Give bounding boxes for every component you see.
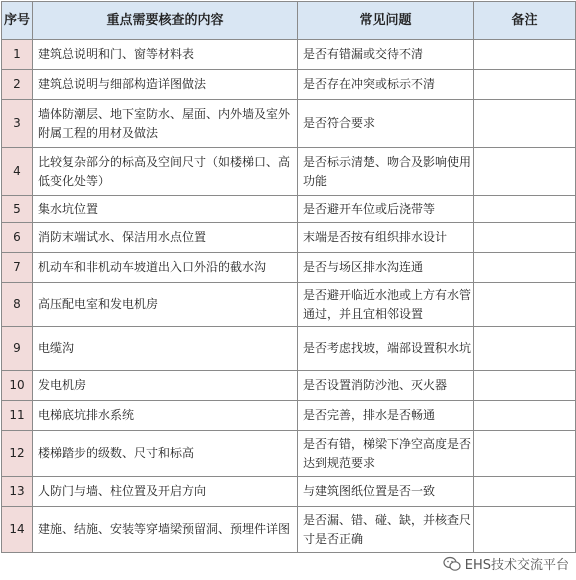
row-issue: 是否避开临近水池或上方有水管通过，并且宜相邻设置 xyxy=(298,283,474,327)
header-issue: 常见问题 xyxy=(298,2,474,40)
row-note xyxy=(474,253,576,283)
row-note xyxy=(474,100,576,148)
row-content: 电梯底坑排水系统 xyxy=(33,401,298,431)
row-note xyxy=(474,431,576,477)
table-row xyxy=(2,477,576,507)
row-issue: 是否有错漏或交待不清 xyxy=(298,40,474,70)
row-content: 建筑总说明和门、窗等材料表 xyxy=(33,40,298,70)
row-content: 机动车和非机动车坡道出入口外沿的截水沟 xyxy=(33,253,298,283)
header-content: 重点需要核查的内容 xyxy=(33,2,298,40)
table-row xyxy=(2,100,576,148)
row-note xyxy=(474,40,576,70)
row-num: 10 xyxy=(2,371,33,401)
row-note xyxy=(474,477,576,507)
table-row xyxy=(2,401,576,431)
row-num: 2 xyxy=(2,70,33,100)
row-note xyxy=(474,148,576,196)
row-num: 12 xyxy=(2,431,33,477)
row-content: 建筑总说明与细部构造详图做法 xyxy=(33,70,298,100)
row-issue: 是否有错，梯梁下净空高度是否达到规范要求 xyxy=(298,431,474,477)
row-content: 人防门与墙、柱位置及开启方向 xyxy=(33,477,298,507)
row-issue: 是否漏、错、碰、缺，并核查尺寸是否正确 xyxy=(298,507,474,553)
wechat-icon xyxy=(443,556,461,572)
row-num: 7 xyxy=(2,253,33,283)
table-row xyxy=(2,148,576,196)
table-row xyxy=(2,223,576,253)
row-content: 墙体防潮层、地下室防水、屋面、内外墙及室外附属工程的用材及做法 xyxy=(33,100,298,148)
row-note xyxy=(474,223,576,253)
row-content: 集水坑位置 xyxy=(33,196,298,223)
header-row xyxy=(2,2,576,40)
row-issue: 与建筑图纸位置是否一致 xyxy=(298,477,474,507)
table-row xyxy=(2,196,576,223)
table-row xyxy=(2,283,576,327)
watermark xyxy=(440,553,572,574)
row-content: 比较复杂部分的标高及空间尺寸（如楼梯口、高低变化处等） xyxy=(33,148,298,196)
row-note xyxy=(474,401,576,431)
row-num: 8 xyxy=(2,283,33,327)
row-issue: 是否标示清楚、吻合及影响使用功能 xyxy=(298,148,474,196)
row-content: 发电机房 xyxy=(33,371,298,401)
row-issue: 是否存在冲突或标示不清 xyxy=(298,70,474,100)
row-content: 电缆沟 xyxy=(33,327,298,371)
row-issue: 是否考虑找坡，端部设置积水坑 xyxy=(298,327,474,371)
header-num: 序号 xyxy=(2,2,33,40)
watermark-text: EHS技术交流平台 xyxy=(464,558,569,573)
row-num: 13 xyxy=(2,477,33,507)
row-num: 14 xyxy=(2,507,33,553)
row-issue: 末端是否按有组织排水设计 xyxy=(298,223,474,253)
row-note xyxy=(474,283,576,327)
row-note xyxy=(474,371,576,401)
header-note: 备注 xyxy=(474,2,576,40)
row-issue: 是否避开车位或后浇带等 xyxy=(298,196,474,223)
row-note xyxy=(474,196,576,223)
row-content: 楼梯踏步的级数、尺寸和标高 xyxy=(33,431,298,477)
row-content: 高压配电室和发电机房 xyxy=(33,283,298,327)
row-num: 11 xyxy=(2,401,33,431)
row-issue: 是否设置消防沙池、灭火器 xyxy=(298,371,474,401)
row-issue: 是否完善，排水是否畅通 xyxy=(298,401,474,431)
table-row xyxy=(2,431,576,477)
row-note xyxy=(474,70,576,100)
inspection-table xyxy=(1,1,576,553)
row-note xyxy=(474,507,576,553)
row-content: 建施、结施、安装等穿墙梁预留洞、预埋件详图 xyxy=(33,507,298,553)
row-num: 3 xyxy=(2,100,33,148)
table-row xyxy=(2,253,576,283)
table-row xyxy=(2,327,576,371)
row-num: 9 xyxy=(2,327,33,371)
row-issue: 是否与场区排水沟连通 xyxy=(298,253,474,283)
table-row xyxy=(2,40,576,70)
row-num: 1 xyxy=(2,40,33,70)
row-note xyxy=(474,327,576,371)
row-num: 6 xyxy=(2,223,33,253)
row-num: 4 xyxy=(2,148,33,196)
table-row xyxy=(2,371,576,401)
row-issue: 是否符合要求 xyxy=(298,100,474,148)
row-num: 5 xyxy=(2,196,33,223)
table-row xyxy=(2,507,576,553)
row-content: 消防末端试水、保洁用水点位置 xyxy=(33,223,298,253)
table-row xyxy=(2,70,576,100)
